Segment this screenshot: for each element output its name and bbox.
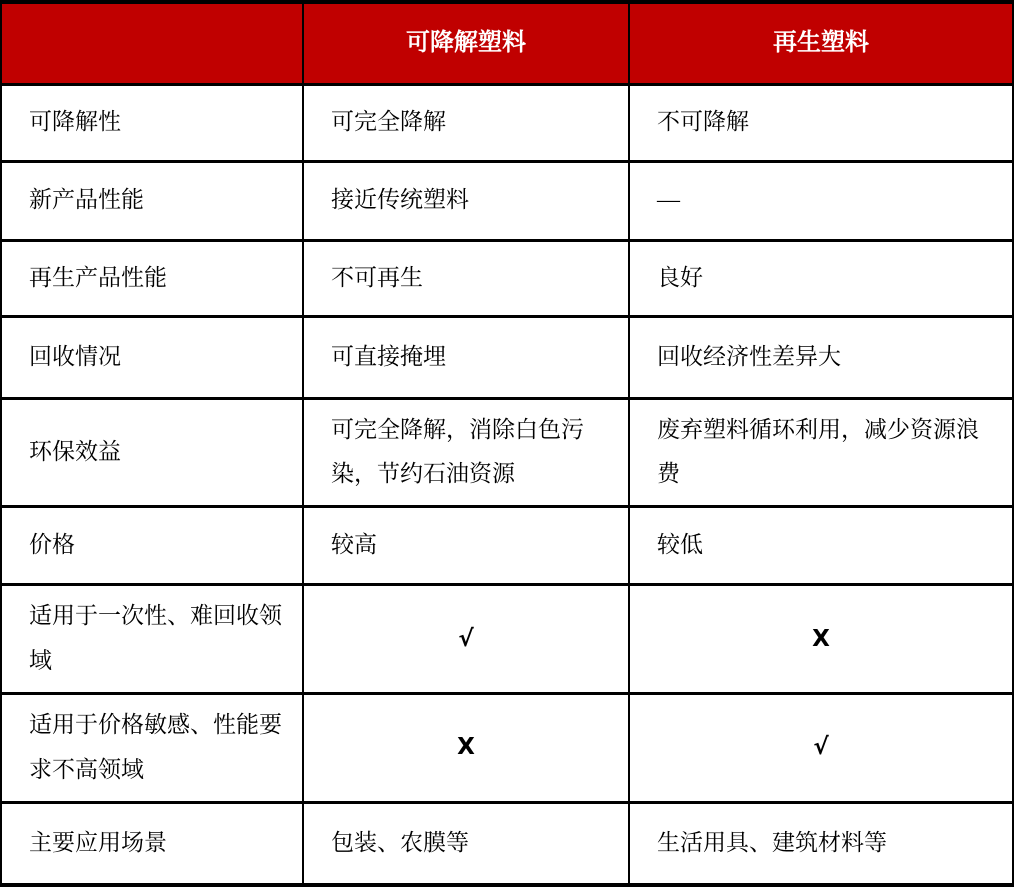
table-header-row [1,2,1013,84]
table-row-price [1,507,1013,585]
header-cell-recycled: 再生塑料 [629,2,1013,84]
cell-recycled: 回收经济性差异大 [629,316,1013,398]
table-row-recycling-status [1,316,1013,398]
row-label: 回收情况 [1,316,303,398]
row-label: 新产品性能 [1,161,303,240]
cell-degradable: 可直接掩埋 [303,316,629,398]
header-cell-empty [1,2,303,84]
row-label: 价格 [1,507,303,585]
row-label: 主要应用场景 [1,802,303,885]
table-row-recycled-product-performance [1,240,1013,316]
table-row-new-product-performance [1,161,1013,240]
cell-degradable: 可完全降解 [303,84,629,161]
cell-recycled: 生活用具、建筑材料等 [629,802,1013,885]
row-label: 适用于价格敏感、性能要求不高领域 [1,693,303,802]
cell-recycled: 废弃塑料循环利用，减少资源浪费 [629,398,1013,507]
cell-recycled: — [629,161,1013,240]
cell-recycled: 较低 [629,507,1013,585]
cell-degradable: 包装、农膜等 [303,802,629,885]
cell-degradable: 较高 [303,507,629,585]
cell-degradable: 不可再生 [303,240,629,316]
row-label: 再生产品性能 [1,240,303,316]
checkmark-cell-recycled: √ [629,693,1013,802]
cell-degradable: 可完全降解，消除白色污染，节约石油资源 [303,398,629,507]
cell-recycled: 不可降解 [629,84,1013,161]
row-label: 适用于一次性、难回收领域 [1,585,303,694]
table-row-main-applications [1,802,1013,885]
table-row-degradability [1,84,1013,161]
cell-degradable: 接近传统塑料 [303,161,629,240]
header-cell-degradable: 可降解塑料 [303,2,629,84]
checkmark-cell-degradable: √ [303,585,629,694]
table-row-price-sensitive-field [1,693,1013,802]
cell-recycled: 良好 [629,240,1013,316]
cross-cell-degradable: X [303,693,629,802]
row-label: 可降解性 [1,84,303,161]
table-row-disposable-field [1,585,1013,694]
cross-cell-recycled: X [629,585,1013,694]
row-label: 环保效益 [1,398,303,507]
table-row-environmental-benefit [1,398,1013,507]
